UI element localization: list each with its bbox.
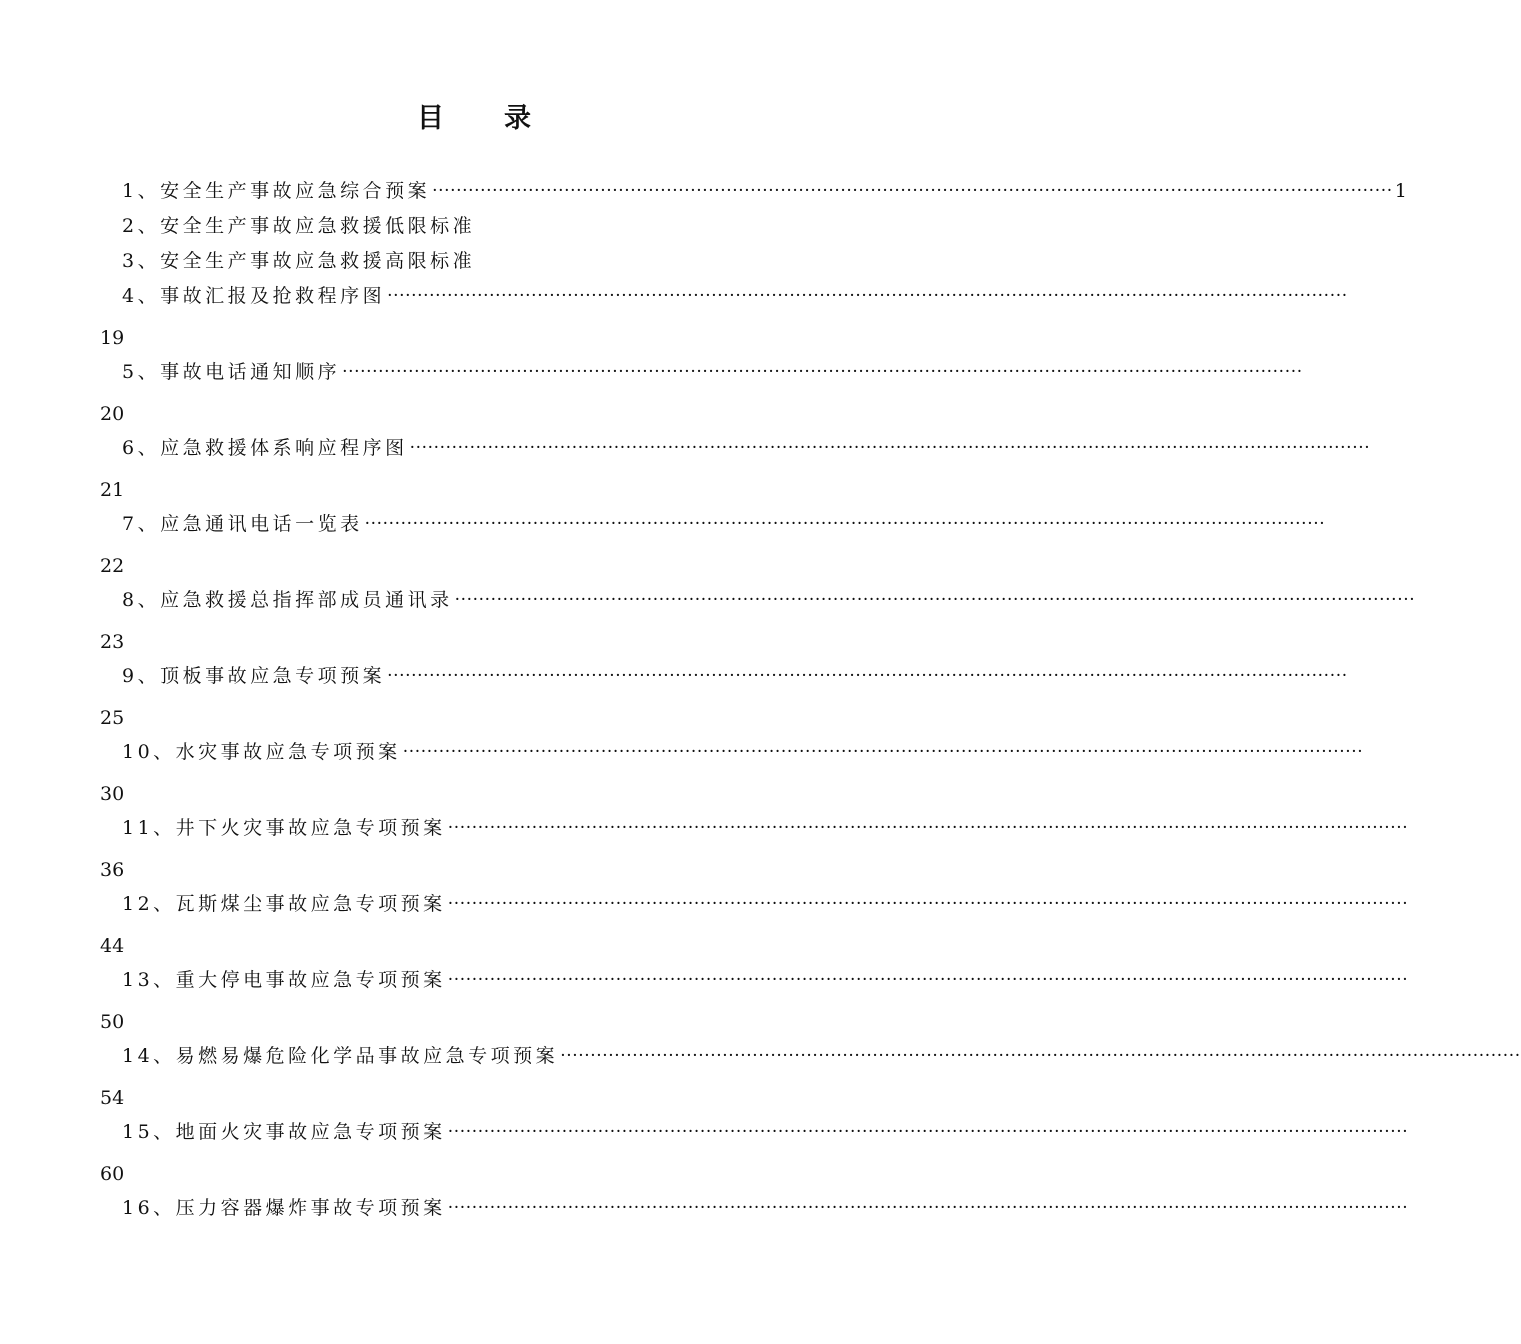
toc-entry[interactable] bbox=[122, 212, 830, 240]
toc-leader-dots: ································································································································································ bbox=[364, 514, 1326, 534]
toc-entry-label: 2、安全生产事故应急救援低限标准 bbox=[122, 215, 476, 237]
toc-entry-page: 30 bbox=[100, 783, 125, 805]
toc-leader-dots: ································································································································································ bbox=[447, 1198, 1409, 1218]
toc-entry[interactable] bbox=[122, 510, 1326, 538]
toc-entry-label: 5、事故电话通知顺序 bbox=[122, 361, 341, 383]
toc-entry[interactable] bbox=[122, 434, 1371, 462]
toc-entry[interactable] bbox=[122, 586, 1416, 614]
toc-title-part2: 录 bbox=[504, 103, 533, 134]
toc-entry-page: 1 bbox=[1394, 180, 1407, 202]
toc-entry-label: 11、井下火灾事故应急专项预案 bbox=[122, 817, 446, 839]
toc-entry-label: 7、应急通讯电话一览表 bbox=[122, 513, 363, 535]
toc-leader-dots: ································································································································································ bbox=[560, 1046, 1521, 1066]
toc-entry[interactable] bbox=[122, 1118, 1409, 1146]
toc-title bbox=[0, 96, 950, 135]
toc-entry-label: 6、应急救援体系响应程序图 bbox=[122, 437, 408, 459]
toc-entry-label: 4、事故汇报及抢救程序图 bbox=[122, 285, 386, 307]
toc-entry-page: 44 bbox=[100, 935, 125, 957]
toc-entry-label: 13、重大停电事故应急专项预案 bbox=[122, 969, 446, 991]
toc-entry[interactable] bbox=[122, 738, 1364, 766]
toc-leader-dots: ································································································································································ bbox=[342, 362, 1303, 382]
toc-entry-label: 12、瓦斯煤尘事故应急专项预案 bbox=[122, 893, 446, 915]
toc-entry-label: 1、安全生产事故应急综合预案 bbox=[122, 180, 431, 202]
toc-entry-label: 14、易燃易爆危险化学品事故应急专项预案 bbox=[122, 1045, 559, 1067]
toc-leader-dots: ································································································································································ bbox=[454, 590, 1416, 610]
toc-entry-page: 36 bbox=[100, 859, 125, 881]
toc-entry[interactable] bbox=[122, 247, 830, 275]
toc-leader-dots: ································································································································································ bbox=[447, 894, 1409, 914]
toc-entry-page: 20 bbox=[100, 403, 125, 425]
toc-leader-dots: ································································································································································ bbox=[387, 666, 1348, 686]
toc-title-part1: 目 bbox=[417, 103, 446, 134]
toc-entry-label: 8、应急救援总指挥部成员通讯录 bbox=[122, 589, 453, 611]
toc-leader-dots: ································································································································································ bbox=[432, 181, 1393, 201]
toc-leader-dots: ································································································································································ bbox=[387, 286, 1348, 306]
toc-entry-page: 54 bbox=[100, 1087, 125, 1109]
toc-entry[interactable] bbox=[122, 814, 1409, 842]
toc-entry[interactable] bbox=[122, 177, 1407, 205]
toc-leader-dots: ································································································································································ bbox=[409, 438, 1371, 458]
toc-entry-label: 9、顶板事故应急专项预案 bbox=[122, 665, 386, 687]
toc-entry-label: 16、压力容器爆炸事故专项预案 bbox=[122, 1197, 446, 1219]
toc-entry-page: 19 bbox=[100, 327, 125, 349]
toc-entry[interactable] bbox=[122, 1042, 1521, 1070]
toc-entry-page: 25 bbox=[100, 707, 125, 729]
toc-entry[interactable] bbox=[122, 966, 1409, 994]
toc-entry[interactable] bbox=[122, 358, 1303, 386]
toc-entry[interactable] bbox=[122, 890, 1409, 918]
toc-entry[interactable] bbox=[122, 1194, 1409, 1222]
toc-entry[interactable] bbox=[122, 282, 1348, 310]
toc-leader-dots: ································································································································································ bbox=[447, 818, 1409, 838]
toc-entry-page: 60 bbox=[100, 1163, 125, 1185]
toc-leader-dots: ································································································································································ bbox=[402, 742, 1364, 762]
toc-leader-dots: ································································································································································ bbox=[447, 1122, 1409, 1142]
toc-entry-page: 50 bbox=[100, 1011, 125, 1033]
toc-entry-page: 22 bbox=[100, 555, 125, 577]
toc-entry-label: 3、安全生产事故应急救援高限标准 bbox=[122, 250, 476, 272]
toc-entry[interactable] bbox=[122, 662, 1348, 690]
toc-entry-page: 23 bbox=[100, 631, 125, 653]
toc-leader-dots: ································································································································································ bbox=[447, 970, 1409, 990]
toc-entry-page: 21 bbox=[100, 479, 125, 501]
toc-entry-label: 10、水灾事故应急专项预案 bbox=[122, 741, 401, 763]
toc-entry-label: 15、地面火灾事故应急专项预案 bbox=[122, 1121, 446, 1143]
